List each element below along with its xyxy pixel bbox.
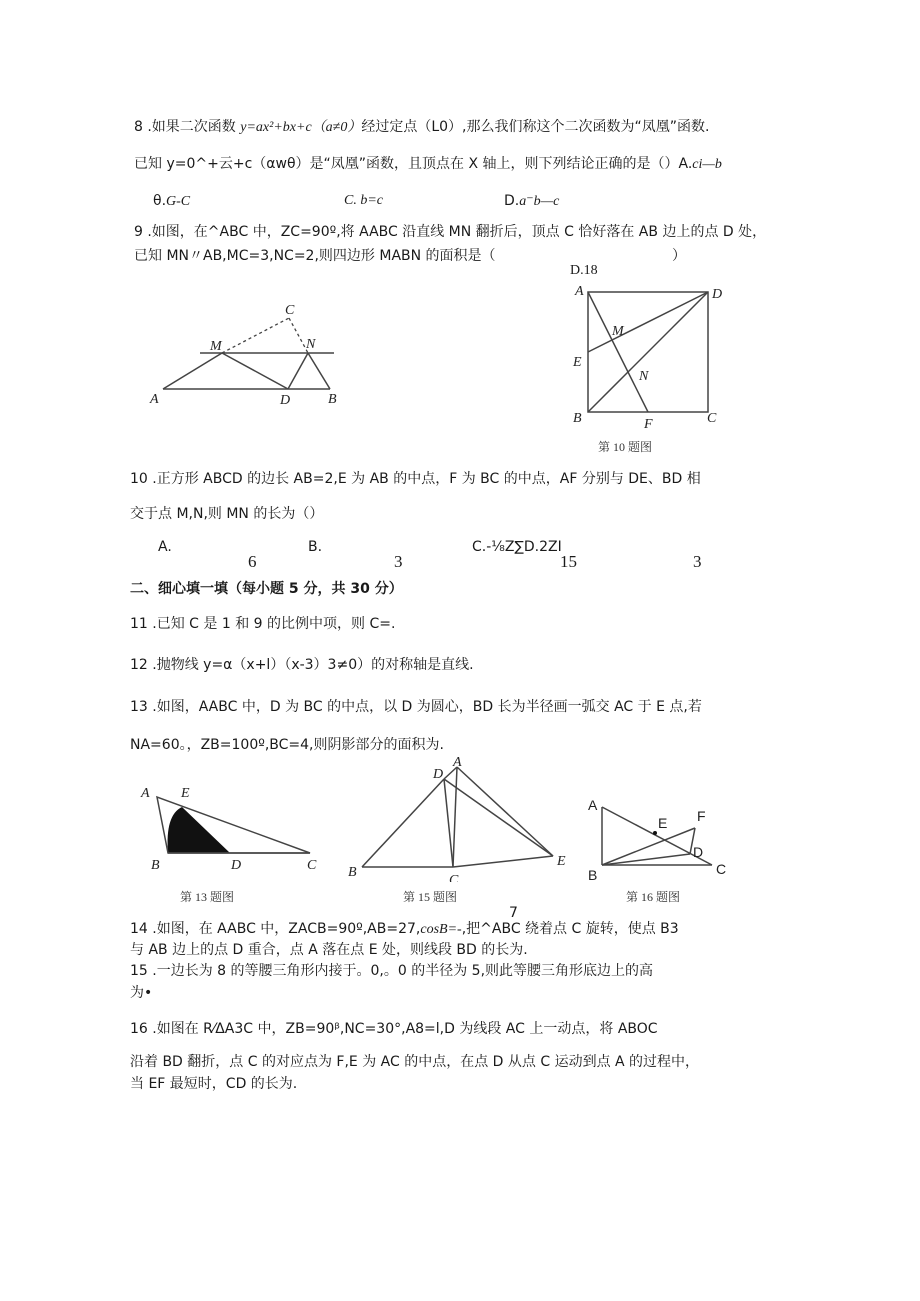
q9-label-m: M [210, 339, 222, 354]
q11: 11 .已知 C 是 1 和 9 的比例中项，则 C=. [130, 616, 396, 632]
fig15-caption: 第 15 题图 [403, 890, 458, 904]
fig13 [135, 785, 325, 875]
fig10-label-m: M [612, 324, 624, 339]
fig10-label-c: C [707, 411, 717, 426]
q10-denominator-a: 6 [248, 552, 257, 571]
fig16-label-f: F [697, 808, 706, 824]
q8-option-b-label: θ. [153, 193, 167, 209]
fig16-label-e: E [658, 815, 668, 831]
section2-title: 二、细心填一填（每小题 5 分，共 30 分） [130, 581, 403, 597]
q8-line2 [134, 155, 722, 174]
q10-line1: 10 .正方形 ABCD 的边长 AB=2,E 为 AB 的中点，F 为 BC 的中点，AF 分别与 DE、BD 相 [130, 471, 701, 487]
q13-line2: NA=60。，ZB=100º,BC=4,则阴影部分的面积为. [130, 737, 444, 753]
q15-line1: 15 .一边长为 8 的等腰三角形内接于。0,。0 的半径为 5,则此等腰三角形底边上的高 [130, 963, 654, 979]
q14-prefix: 14 .如图，在 AABC 中，ZACB=90º,AB=27, [130, 921, 421, 937]
fig13-label-e: E [181, 786, 190, 801]
fig16-label-c: C [716, 861, 727, 877]
fig10-label-a: A [575, 284, 584, 299]
fig10-label-b: B [573, 411, 582, 426]
fig13-label-d: D [231, 858, 242, 873]
q9-line1: 9 .如图，在^ABC 中，ZC=90º,将 AABC 沿直线 MN 翻折后，顶点 C 恰好落在 AB 边上的点 D 处， [134, 224, 767, 240]
q8-suffix: 经过定点（L0）,那么我们称这个二次函数为“凤凰”函数. [361, 119, 710, 135]
q9-label-c: C [285, 303, 295, 318]
q8-prefix: 8 .如果二次函数 [134, 119, 241, 135]
q10-option-a: A. [158, 539, 172, 555]
q8-option-b-value: G-C [166, 194, 191, 209]
q9-label-a: A [150, 392, 159, 407]
q10-line2: 交于点 M,N,则 MN 的长为（） [130, 506, 324, 522]
q10-option-b: B. [308, 539, 323, 555]
q10-denominator-d: 3 [693, 552, 702, 571]
fig16-label-d: D [693, 844, 704, 860]
fig13-label-c: C [307, 858, 317, 873]
fig13-caption: 第 13 题图 [180, 890, 235, 904]
fig10-caption: 第 10 题图 [598, 440, 653, 454]
fig15-label-e: E [557, 854, 566, 869]
q8-option-d [504, 192, 559, 211]
fig10-label-n: N [639, 369, 649, 384]
q16-line3: 当 EF 最短时，CD 的长为. [130, 1076, 298, 1092]
fig13-label-a: A [141, 786, 150, 801]
fig10-label-f: F [644, 417, 653, 432]
q13-line1: 13 .如图，AABC 中，D 为 BC 的中点，以 D 为圆心，BD 长为半径画一弧交 AC 于 E 点,若 [130, 699, 702, 715]
q16-line2: 沿着 BD 翻折，点 C 的对应点为 F,E 为 AC 的中点，在点 D 从点 C 运动到点 A 的过程中， [130, 1054, 700, 1070]
q9-line2 [134, 247, 496, 265]
q8-option-b [153, 192, 190, 211]
q9-label-n: N [306, 337, 316, 352]
stray-seven: 7 [509, 905, 518, 921]
q8-option-c: C. b=c [344, 193, 383, 208]
q9-label-b: B [328, 392, 337, 407]
fig15-label-a: A [453, 755, 462, 770]
q8-line1 [134, 118, 709, 137]
q9-label-d: D [280, 393, 291, 408]
fig16 [580, 790, 740, 885]
fig16-caption: 第 16 题图 [626, 890, 681, 904]
q8-formula: y=ax²+bx+c（a≠0） [240, 120, 362, 135]
q14-formula: cosB=- [420, 922, 462, 937]
fig15-label-b: B [348, 865, 357, 880]
fig15-label-c: C [449, 873, 459, 882]
q8-option-d-value: a⁻b—c [519, 194, 560, 209]
fig10 [565, 280, 745, 440]
q16-line1: 16 .如图在 R⁄ΔA3C 中，ZB=90ᵝ,NC=30°,A8=l,D 为线段 AC 上一动点，将 ABOC [130, 1021, 658, 1037]
q14-suffix: ,把^ABC 绕着点 C 旋转，使点 B3 [461, 921, 679, 937]
q10-option-cd: C.-⅛Z∑D.2ZI [472, 539, 562, 555]
q14-line1 [130, 920, 679, 939]
q8-option-d-label: D. [504, 193, 520, 209]
fig13-label-b: B [151, 858, 160, 873]
q9-option-d: D.18 [570, 263, 598, 278]
q9-figure [140, 290, 370, 410]
fig10-label-e: E [573, 355, 582, 370]
q10-denominator-c: 15 [560, 552, 577, 571]
q12: 12 .抛物线 y=α（x+l）（x-3）3≠0）的对称轴是直线. [130, 657, 474, 673]
q8-condition: 已知 y=0^+云+c（αwθ）是“凤凰”函数，且顶点在 X 轴上，则下列结论正确的是（）A. [134, 156, 693, 172]
fig10-label-d: D [712, 287, 723, 302]
q8-option-a: ci—b [692, 157, 722, 172]
q9-line2-text: 已知 MN〃AB,MC=3,NC=2,则四边形 MABN 的面积是（ [134, 248, 496, 264]
fig16-label-a: A [588, 797, 598, 813]
q9-line2-close: ） [672, 248, 686, 264]
q14-line2: 与 AB 边上的点 D 重合，点 A 落在点 E 处，则线段 BD 的长为. [130, 942, 528, 958]
fig16-label-b: B [588, 867, 598, 883]
q10-denominator-b: 3 [394, 552, 403, 571]
fig15 [345, 752, 580, 882]
q15-line2: 为• [130, 985, 153, 1001]
fig15-label-d: D [433, 767, 444, 782]
